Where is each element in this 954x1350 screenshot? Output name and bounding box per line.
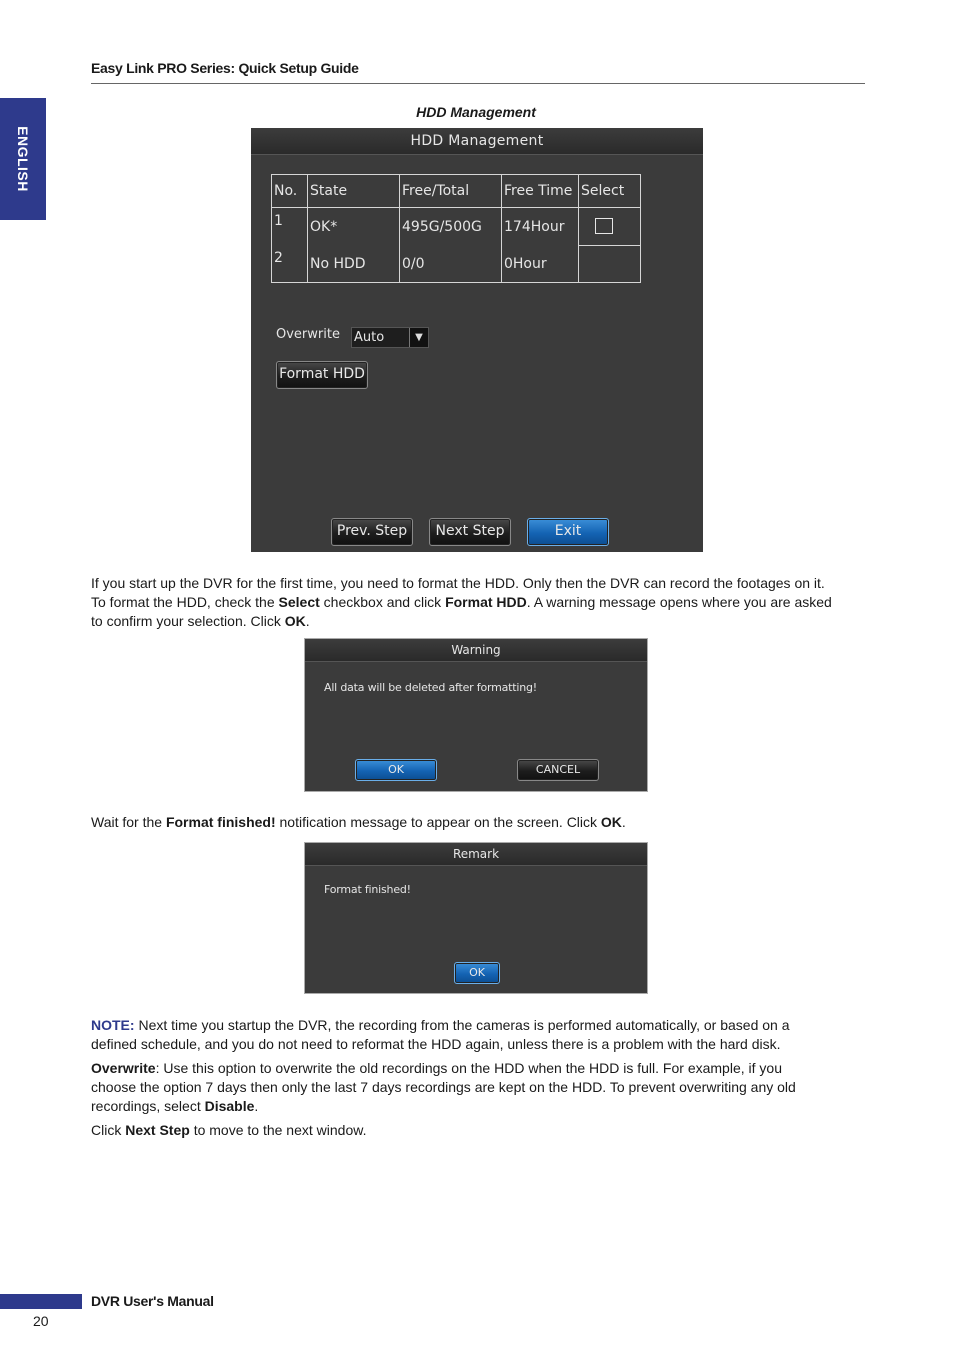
- exit-button[interactable]: Exit: [527, 518, 609, 546]
- format-hdd-button[interactable]: Format HDD: [276, 361, 368, 389]
- para-line: [91, 1016, 866, 1035]
- next-step-paragraph: [91, 1121, 866, 1140]
- row-select: [579, 208, 641, 246]
- para-line: [91, 1059, 866, 1078]
- row-free-total: 0/0: [400, 245, 502, 283]
- text-bold: Overwrite: [91, 1060, 156, 1076]
- text: : Use this option to overwrite the old recordings on the HDD when the HDD is full. For example, if you: [155, 1060, 782, 1076]
- text-bold: Select: [278, 594, 320, 610]
- format-instructions: [91, 574, 866, 631]
- warning-cancel-button[interactable]: CANCEL: [517, 759, 599, 781]
- text: to confirm your selection. Click: [91, 613, 285, 629]
- table-row: [272, 245, 641, 283]
- text-bold: Format HDD: [445, 594, 527, 610]
- remark-message: Format finished!: [324, 883, 411, 896]
- para-line: [91, 593, 866, 612]
- text-bold: OK: [600, 814, 622, 830]
- col-state: State: [308, 175, 400, 208]
- col-free-total: Free/Total: [400, 175, 502, 208]
- overwrite-select[interactable]: [351, 327, 429, 348]
- warning-message: All data will be deleted after formatting!: [324, 681, 538, 694]
- prev-step-button[interactable]: Prev. Step: [331, 518, 413, 546]
- text: .: [621, 814, 626, 830]
- text-bold: Format finished!: [165, 814, 276, 830]
- col-select: Select: [579, 175, 641, 208]
- text: Next time you startup the DVR, the recording from the cameras is performed automatically, or based on a: [134, 1017, 790, 1033]
- warning-dialog-title: Warning: [305, 639, 647, 662]
- row-no: 1: [272, 208, 308, 246]
- footer-title: DVR User's Manual: [91, 1293, 214, 1309]
- warning-dialog: [304, 638, 648, 792]
- remark-dialog-title: Remark: [305, 843, 647, 866]
- note-paragraph: [91, 1016, 866, 1054]
- figure-caption: HDD Management: [416, 104, 536, 120]
- text-bold: Disable: [204, 1098, 255, 1114]
- para-line: defined schedule, and you do not need to reformat the HDD again, unless there is a problem with the hard disk.: [91, 1036, 781, 1052]
- text: .: [305, 613, 310, 629]
- row-no: 2: [272, 245, 308, 283]
- para-line: [91, 1097, 866, 1116]
- language-tab-label: ENGLISH: [15, 126, 31, 192]
- text: To format the HDD, check the: [91, 594, 279, 610]
- table-row: [272, 208, 641, 246]
- row-state: OK*: [308, 208, 400, 246]
- col-free-time: Free Time: [502, 175, 579, 208]
- col-no: No.: [272, 175, 308, 208]
- overwrite-label: Overwrite: [276, 327, 340, 342]
- overwrite-paragraph: [91, 1059, 866, 1116]
- row-free-time: 174Hour: [502, 208, 579, 246]
- hdd-table: [271, 174, 641, 283]
- chevron-down-icon[interactable]: ▼: [409, 328, 428, 347]
- text: . A warning message opens where you are asked: [526, 594, 832, 610]
- text: Wait for the: [91, 814, 166, 830]
- format-finished-instructions: [91, 813, 866, 832]
- language-tab: [0, 98, 46, 220]
- warning-ok-button[interactable]: OK: [355, 759, 437, 781]
- row-select: [579, 245, 641, 283]
- hdd-table-header: [272, 175, 641, 208]
- note-label: NOTE:: [91, 1017, 135, 1033]
- row-free-total: 495G/500G: [400, 208, 502, 246]
- text: recordings, select: [91, 1098, 205, 1114]
- overwrite-value: Auto: [354, 330, 385, 345]
- text: .: [254, 1098, 259, 1114]
- row-free-time: 0Hour: [502, 245, 579, 283]
- hdd-management-window: [251, 128, 703, 552]
- para-line: [91, 612, 866, 631]
- row-state: No HDD: [308, 245, 400, 283]
- text-bold: Next Step: [125, 1122, 190, 1138]
- header-divider: [91, 83, 865, 84]
- text: Click: [91, 1122, 126, 1138]
- hdd-window-title: HDD Management: [251, 128, 703, 155]
- text: notification message to appear on the screen. Click: [275, 814, 601, 830]
- header-title: Easy Link PRO Series: Quick Setup Guide: [91, 60, 359, 76]
- remark-dialog: [304, 842, 648, 994]
- remark-ok-button[interactable]: OK: [454, 962, 500, 984]
- footer-bar: [0, 1294, 82, 1309]
- next-step-button[interactable]: Next Step: [429, 518, 511, 546]
- para-line: If you start up the DVR for the first time, you need to format the HDD. Only then the DVR can record the footages on it.: [91, 575, 825, 591]
- text: checkbox and click: [319, 594, 446, 610]
- para-line: choose the option 7 days then only the last 7 days recordings are kept on the HDD. To prevent overwriting any old: [91, 1079, 796, 1095]
- select-checkbox[interactable]: [595, 218, 613, 234]
- text: to move to the next window.: [189, 1122, 367, 1138]
- text-bold: OK: [284, 613, 306, 629]
- page-number: 20: [33, 1313, 49, 1329]
